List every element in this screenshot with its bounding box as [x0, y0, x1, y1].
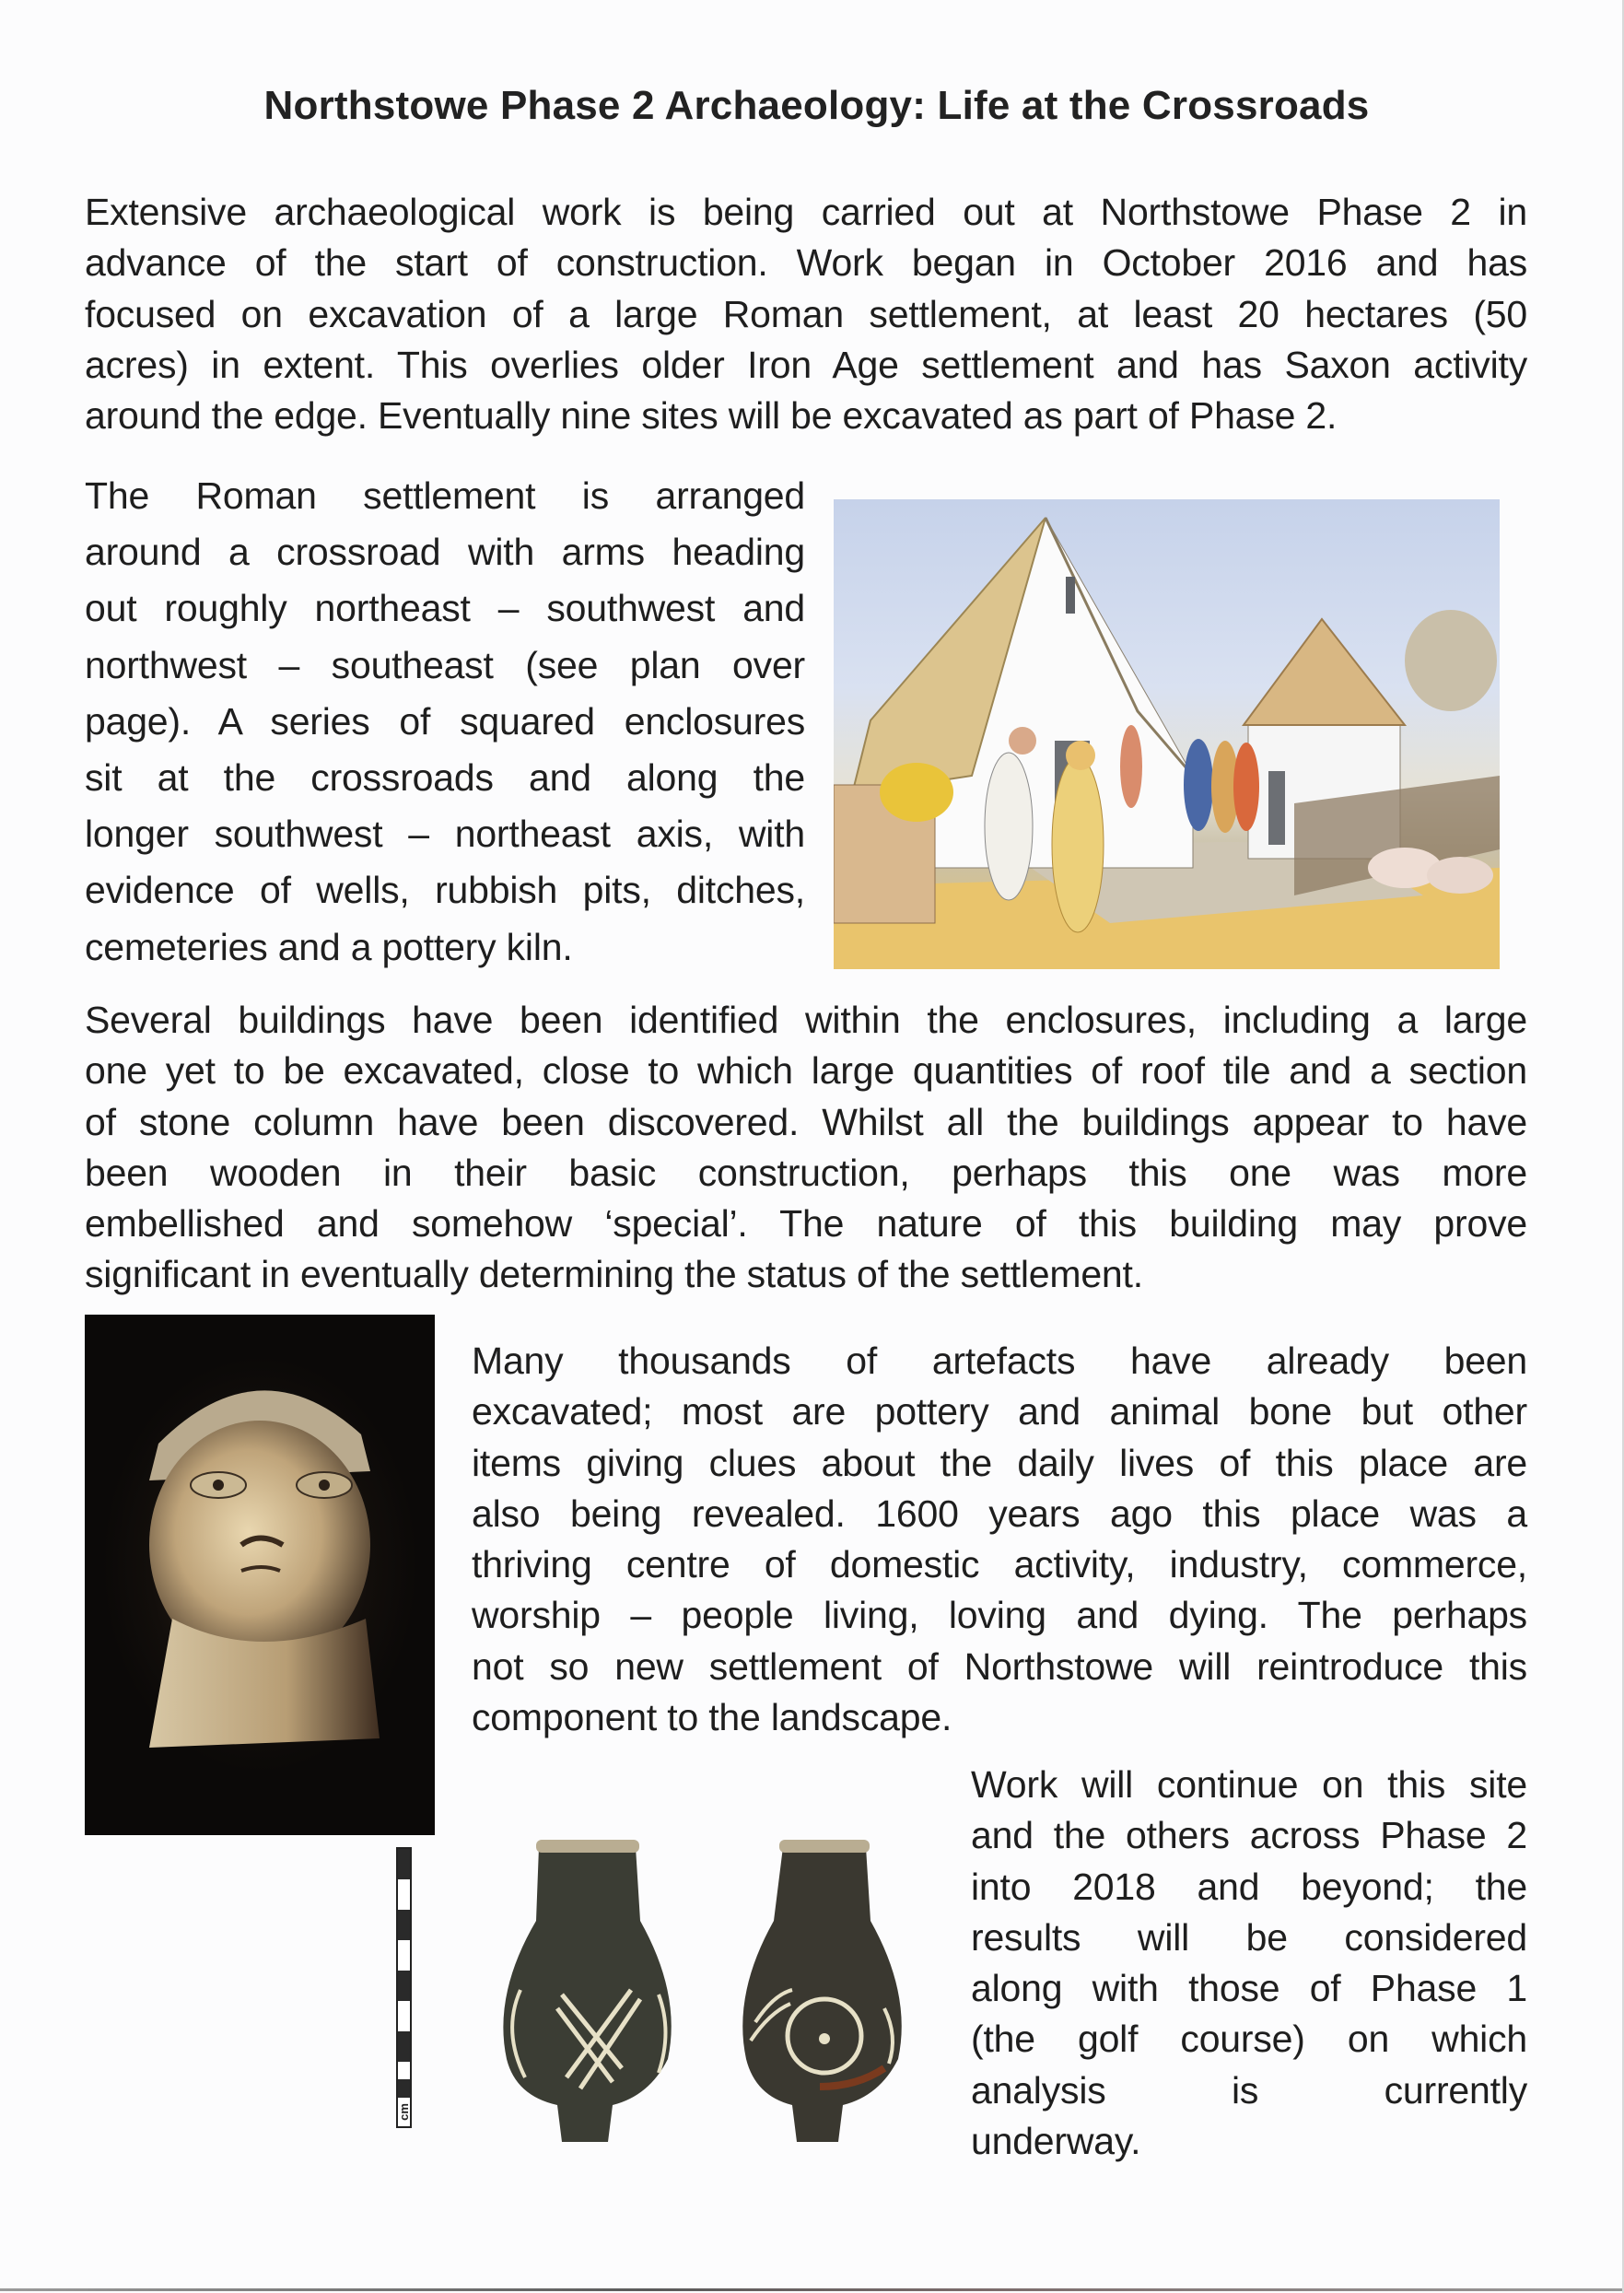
head: [1009, 727, 1036, 755]
text-line: northwest – southeast (see plan over: [85, 643, 805, 686]
text-line: cemeteries and a pottery kiln.: [85, 925, 573, 968]
text-line: out roughly northeast – southwest and: [85, 587, 805, 630]
left-pupil: [213, 1480, 224, 1491]
scale-unit-text: cm: [397, 2102, 412, 2121]
window: [1066, 577, 1075, 614]
text-line: thriving centre of domestic activity, industry, commerce,: [472, 1543, 1527, 1586]
text-line: around a crossroad with arms heading: [85, 531, 805, 574]
text-line: longer southwest – northeast axis, with: [85, 813, 805, 856]
tree: [1405, 610, 1497, 711]
text-line: underway.: [971, 2120, 1141, 2163]
scale-segment: [398, 2079, 410, 2098]
person-blue: [1184, 739, 1213, 831]
pig: [1427, 857, 1493, 894]
text-line: significant in eventually determining the status of the settlement.: [85, 1253, 1143, 1296]
text-line: and the others across Phase 2: [971, 1814, 1527, 1857]
text-line: (the golf course) on which: [971, 2018, 1527, 2061]
settlement-layout-paragraph: [85, 468, 805, 976]
text-line: of stone column have been discovered. Whilst all the buildings appear to have: [85, 1100, 1527, 1143]
vase-right: [742, 1840, 902, 2142]
sculpted-head-photo: [85, 1315, 435, 1835]
person-orange: [1233, 743, 1259, 831]
person-yellow-shirt: [880, 763, 953, 822]
text-line: Extensive archaeological work is being carried out at Northstowe Phase 2 in: [85, 191, 1527, 233]
text-line: page). A series of squared enclosures: [85, 699, 805, 743]
text-line: been wooden in their basic construction, perhaps this one was more: [85, 1151, 1527, 1194]
text-line: items giving clues about the daily lives of this place are: [472, 1441, 1527, 1484]
text-line: one yet to be excavated, close to which large quantities of roof tile and a section: [85, 1049, 1527, 1093]
text-line: Work will continue on this site: [971, 1763, 1527, 1806]
illustration-drawing: [834, 499, 1500, 969]
vase-left: [503, 1840, 671, 2142]
person-red: [1120, 725, 1142, 808]
scale-segment: [398, 2031, 410, 2062]
head: [1066, 741, 1095, 770]
page-title: Northstowe Phase 2 Archaeology: Life at the Crossroads: [263, 83, 1370, 128]
person-white-tunic: [985, 753, 1033, 900]
text-line: focused on excavation of a large Roman settlement, at least 20 hectares (50: [85, 292, 1527, 335]
page-bottom-edge: [0, 2288, 1624, 2291]
scale-unit-label: [398, 2099, 410, 2124]
text-line: into 2018 and beyond; the: [971, 1865, 1527, 1908]
text-line: acres) in extent. This overlies older Iron Age settlement and has Saxon activity: [85, 343, 1527, 386]
text-line: Many thousands of artefacts have already been: [472, 1340, 1527, 1382]
text-line: embellished and somehow ‘special’. The nature of this building may prove: [85, 1202, 1527, 1246]
head-drawing: [85, 1315, 435, 1835]
artefacts-paragraph: [472, 1336, 1527, 1743]
scale-segment: [398, 1849, 410, 1879]
future-work-paragraph: [971, 1760, 1527, 2167]
intro-paragraph: [85, 187, 1527, 441]
person-yellow-dress: [1052, 757, 1104, 932]
text-line: around the edge. Eventually nine sites will be excavated as part of Phase 2.: [85, 394, 1338, 438]
text-line: along with those of Phase 1: [971, 1967, 1527, 2010]
pottery-vessel-photo: [451, 1819, 912, 2160]
roundhouse-door: [1268, 771, 1285, 845]
scale-bar: [396, 1847, 412, 2128]
text-line: sit at the crossroads and along the: [85, 756, 805, 800]
text-line: analysis is currently: [971, 2068, 1527, 2112]
buildings-paragraph: [85, 995, 1527, 1301]
text-line: component to the landscape.: [472, 1696, 952, 1739]
scale-segment: [398, 1971, 410, 2001]
text-line: results will be considered: [971, 1915, 1527, 1959]
roundhouse-roof: [1244, 619, 1405, 725]
text-line: also being revealed. 1600 years ago this place was a: [472, 1492, 1527, 1535]
text-line: worship – people living, loving and dying. The perhaps: [472, 1594, 1527, 1637]
scale-segment: [398, 1910, 410, 1940]
text-line: excavated; most are pottery and animal bone but other: [472, 1390, 1527, 1433]
text-line: Several buildings have been identified within the enclosures, including a large: [85, 999, 1527, 1041]
text-line: not so new settlement of Northstowe will reintroduce this: [472, 1644, 1527, 1688]
text-line: evidence of wells, rubbish pits, ditches,: [85, 869, 805, 912]
settlement-reconstruction-illustration: [834, 499, 1500, 969]
right-pupil: [319, 1480, 330, 1491]
text-line: advance of the start of construction. Work began in October 2016 and has: [85, 241, 1527, 285]
vases-drawing: [451, 1819, 912, 2160]
text-line: The Roman settlement is arranged: [85, 474, 805, 517]
